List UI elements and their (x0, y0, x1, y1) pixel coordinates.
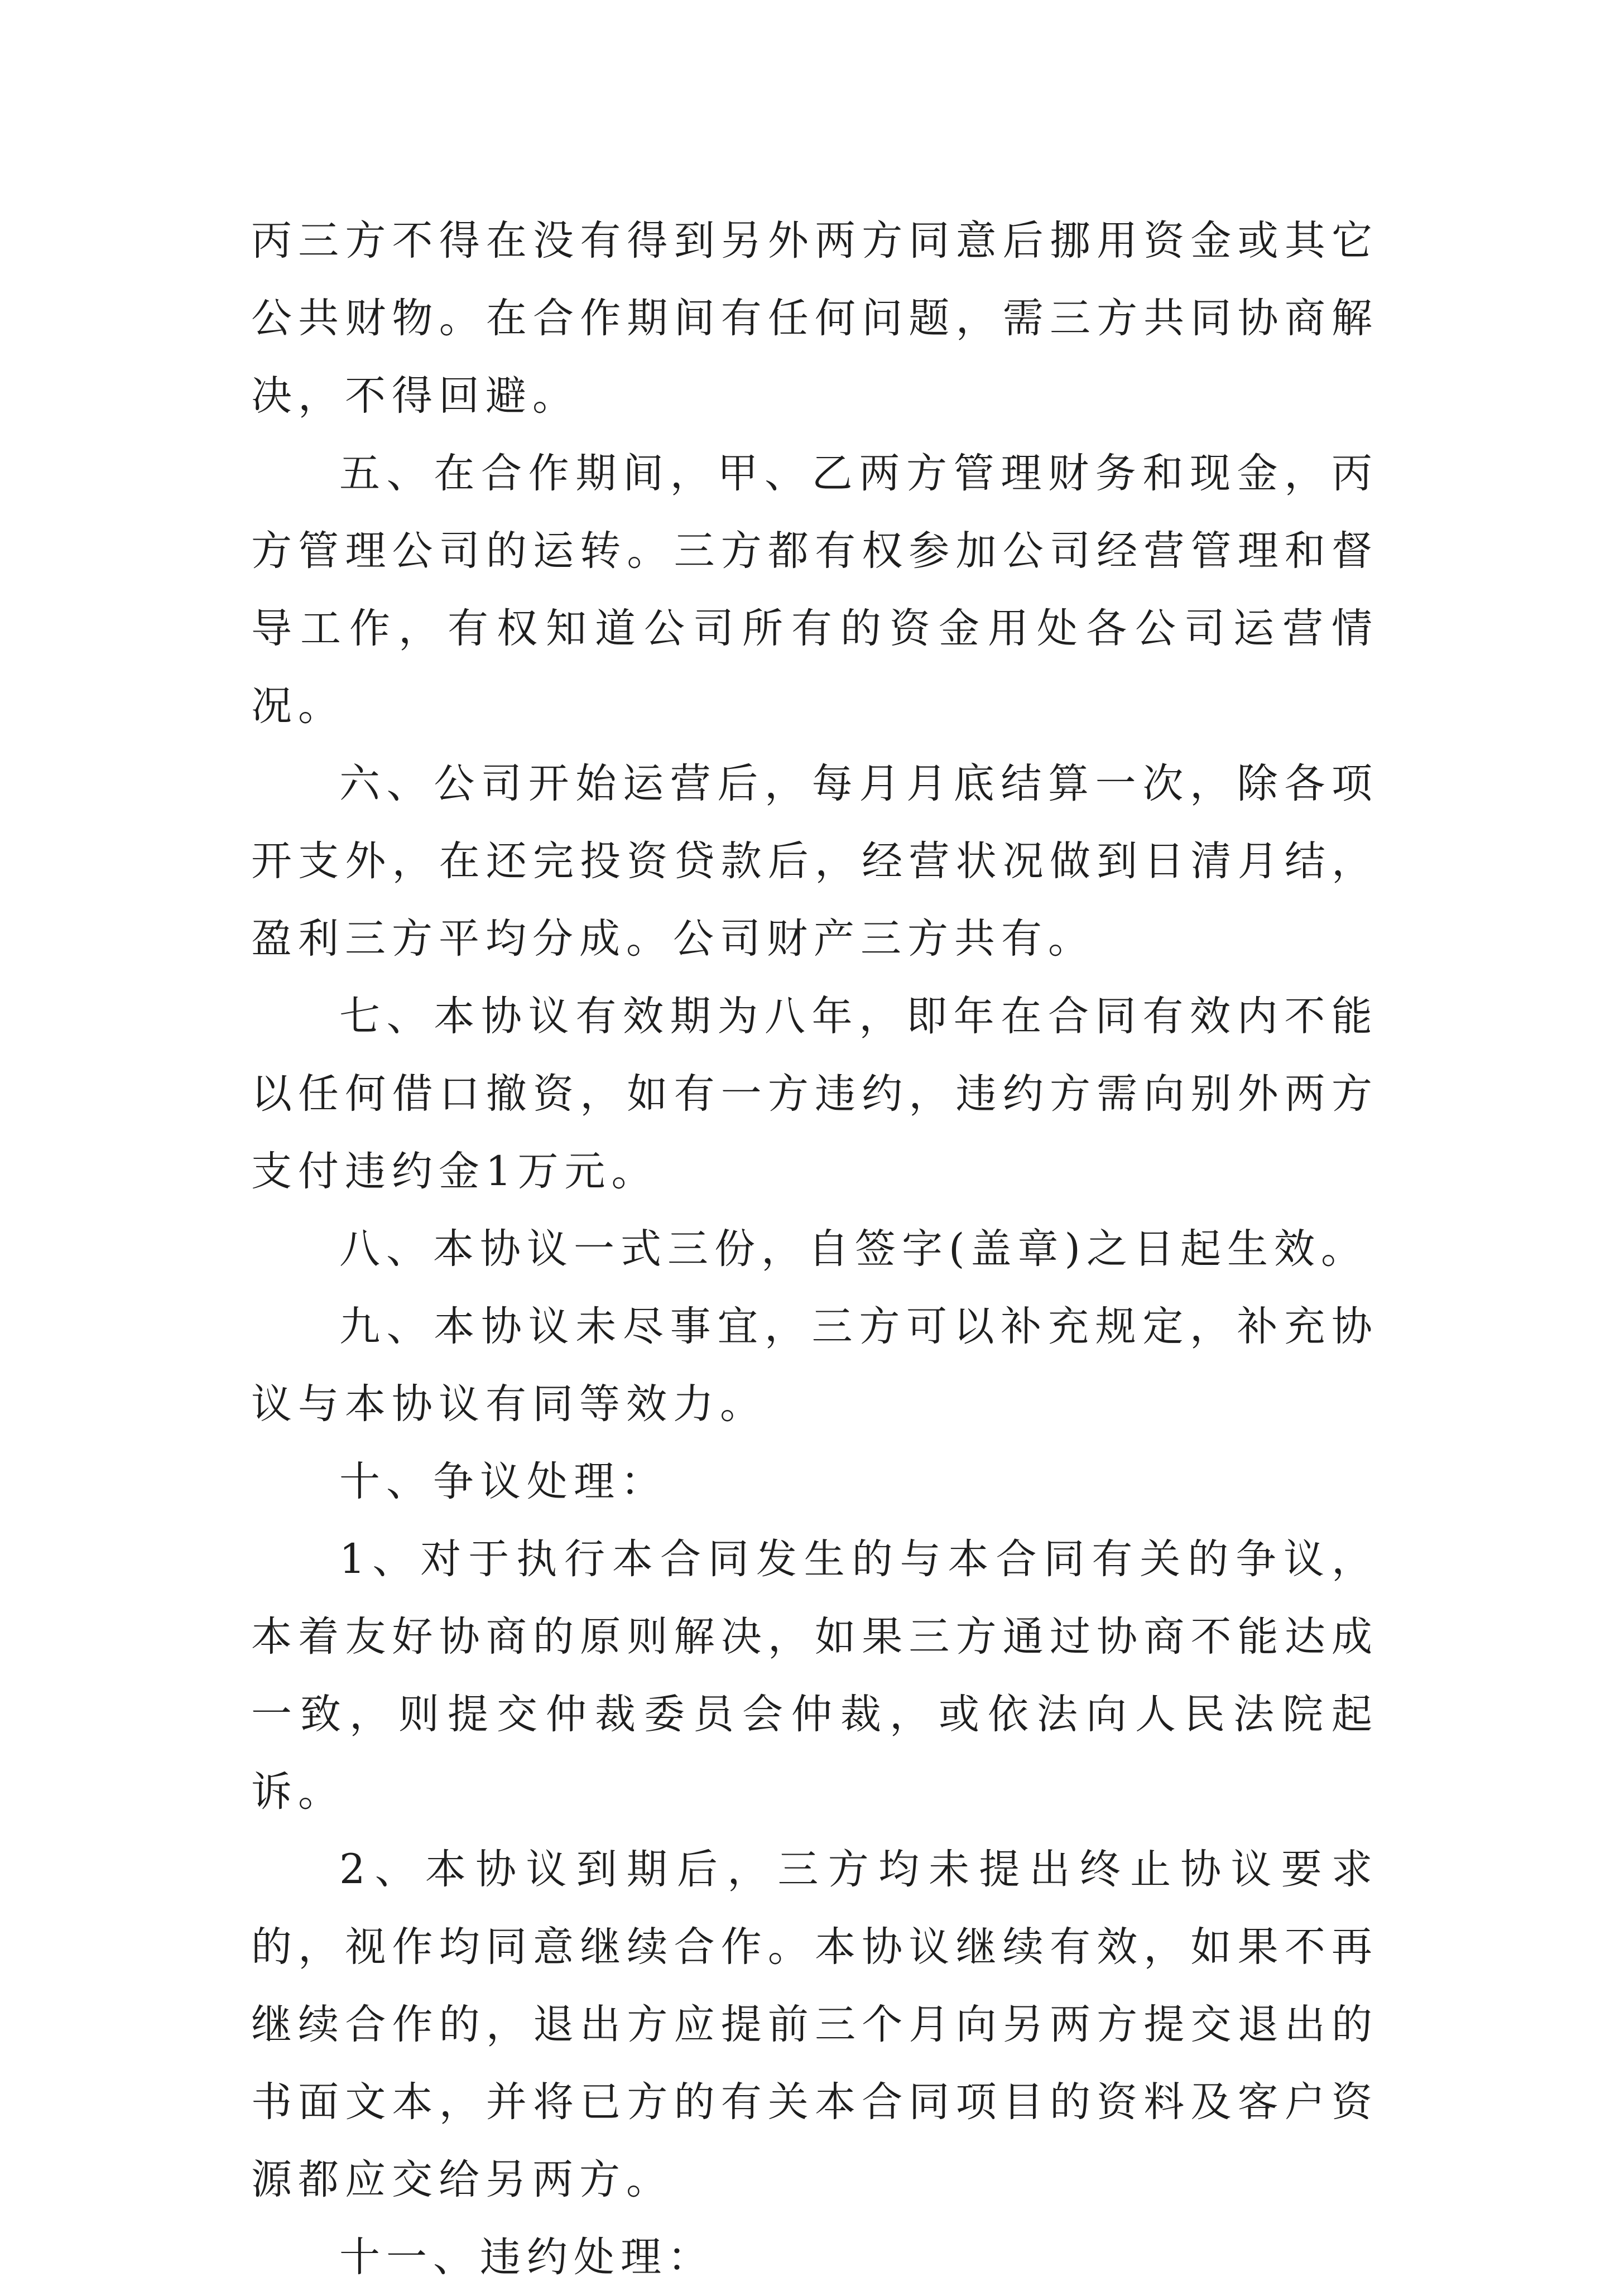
paragraph-continuation: 丙三方不得在没有得到另外两方同意后挪用资金或其它公共财物。在合作期间有任何问题，需三方共同协商解决，不得回避。 (251, 217, 1378, 420)
paragraph-clause-11-heading: 十一、违约处理： (339, 2234, 714, 2281)
paragraph-clause-8: 八、本协议一式三份，自签字(盖章)之日起生效。 (339, 1225, 1368, 1273)
paragraph-clause-9: 九、本协议未尽事宜，三方可以补充规定，补充协议与本协议有同等效力。 (251, 1303, 1378, 1428)
paragraph-clause-10-item-1: 1、对于执行本合同发生的与本合同有关的争议，本着友好协商的原则解决，如果三方通过协商不能达成一致，则提交仲裁委员会仲裁，或依法向人民法院起诉。 (251, 1536, 1378, 1816)
paragraph-clause-10-heading: 十、争议处理： (339, 1458, 667, 1505)
paragraph-clause-5: 五、在合作期间，甲、乙两方管理财务和现金，丙方管理公司的运转。三方都有权参加公司经营管理和督导工作，有权知道公司所有的资金用处各公司运营情况。 (251, 450, 1378, 730)
paragraph-clause-10-item-2: 2、本协议到期后，三方均未提出终止协议要求的，视作均同意继续合作。本协议继续有效，如果不再继续合作的，退出方应提前三个月向另两方提交退出的书面文本，并将已方的有关本合同项目的资料及客户资源都应交给另两方。 (251, 1846, 1378, 2203)
document-body (251, 202, 1378, 2296)
paragraph-clause-6: 六、公司开始运营后，每月月底结算一次，除各项开支外，在还完投资贷款后，经营状况做到日清月结，盈利三方平均分成。公司财产三方共有。 (251, 760, 1378, 962)
paragraph-clause-7: 七、本协议有效期为八年，即年在合同有效内不能以任何借口撤资，如有一方违约，违约方需向别外两方支付违约金1万元。 (251, 993, 1378, 1195)
